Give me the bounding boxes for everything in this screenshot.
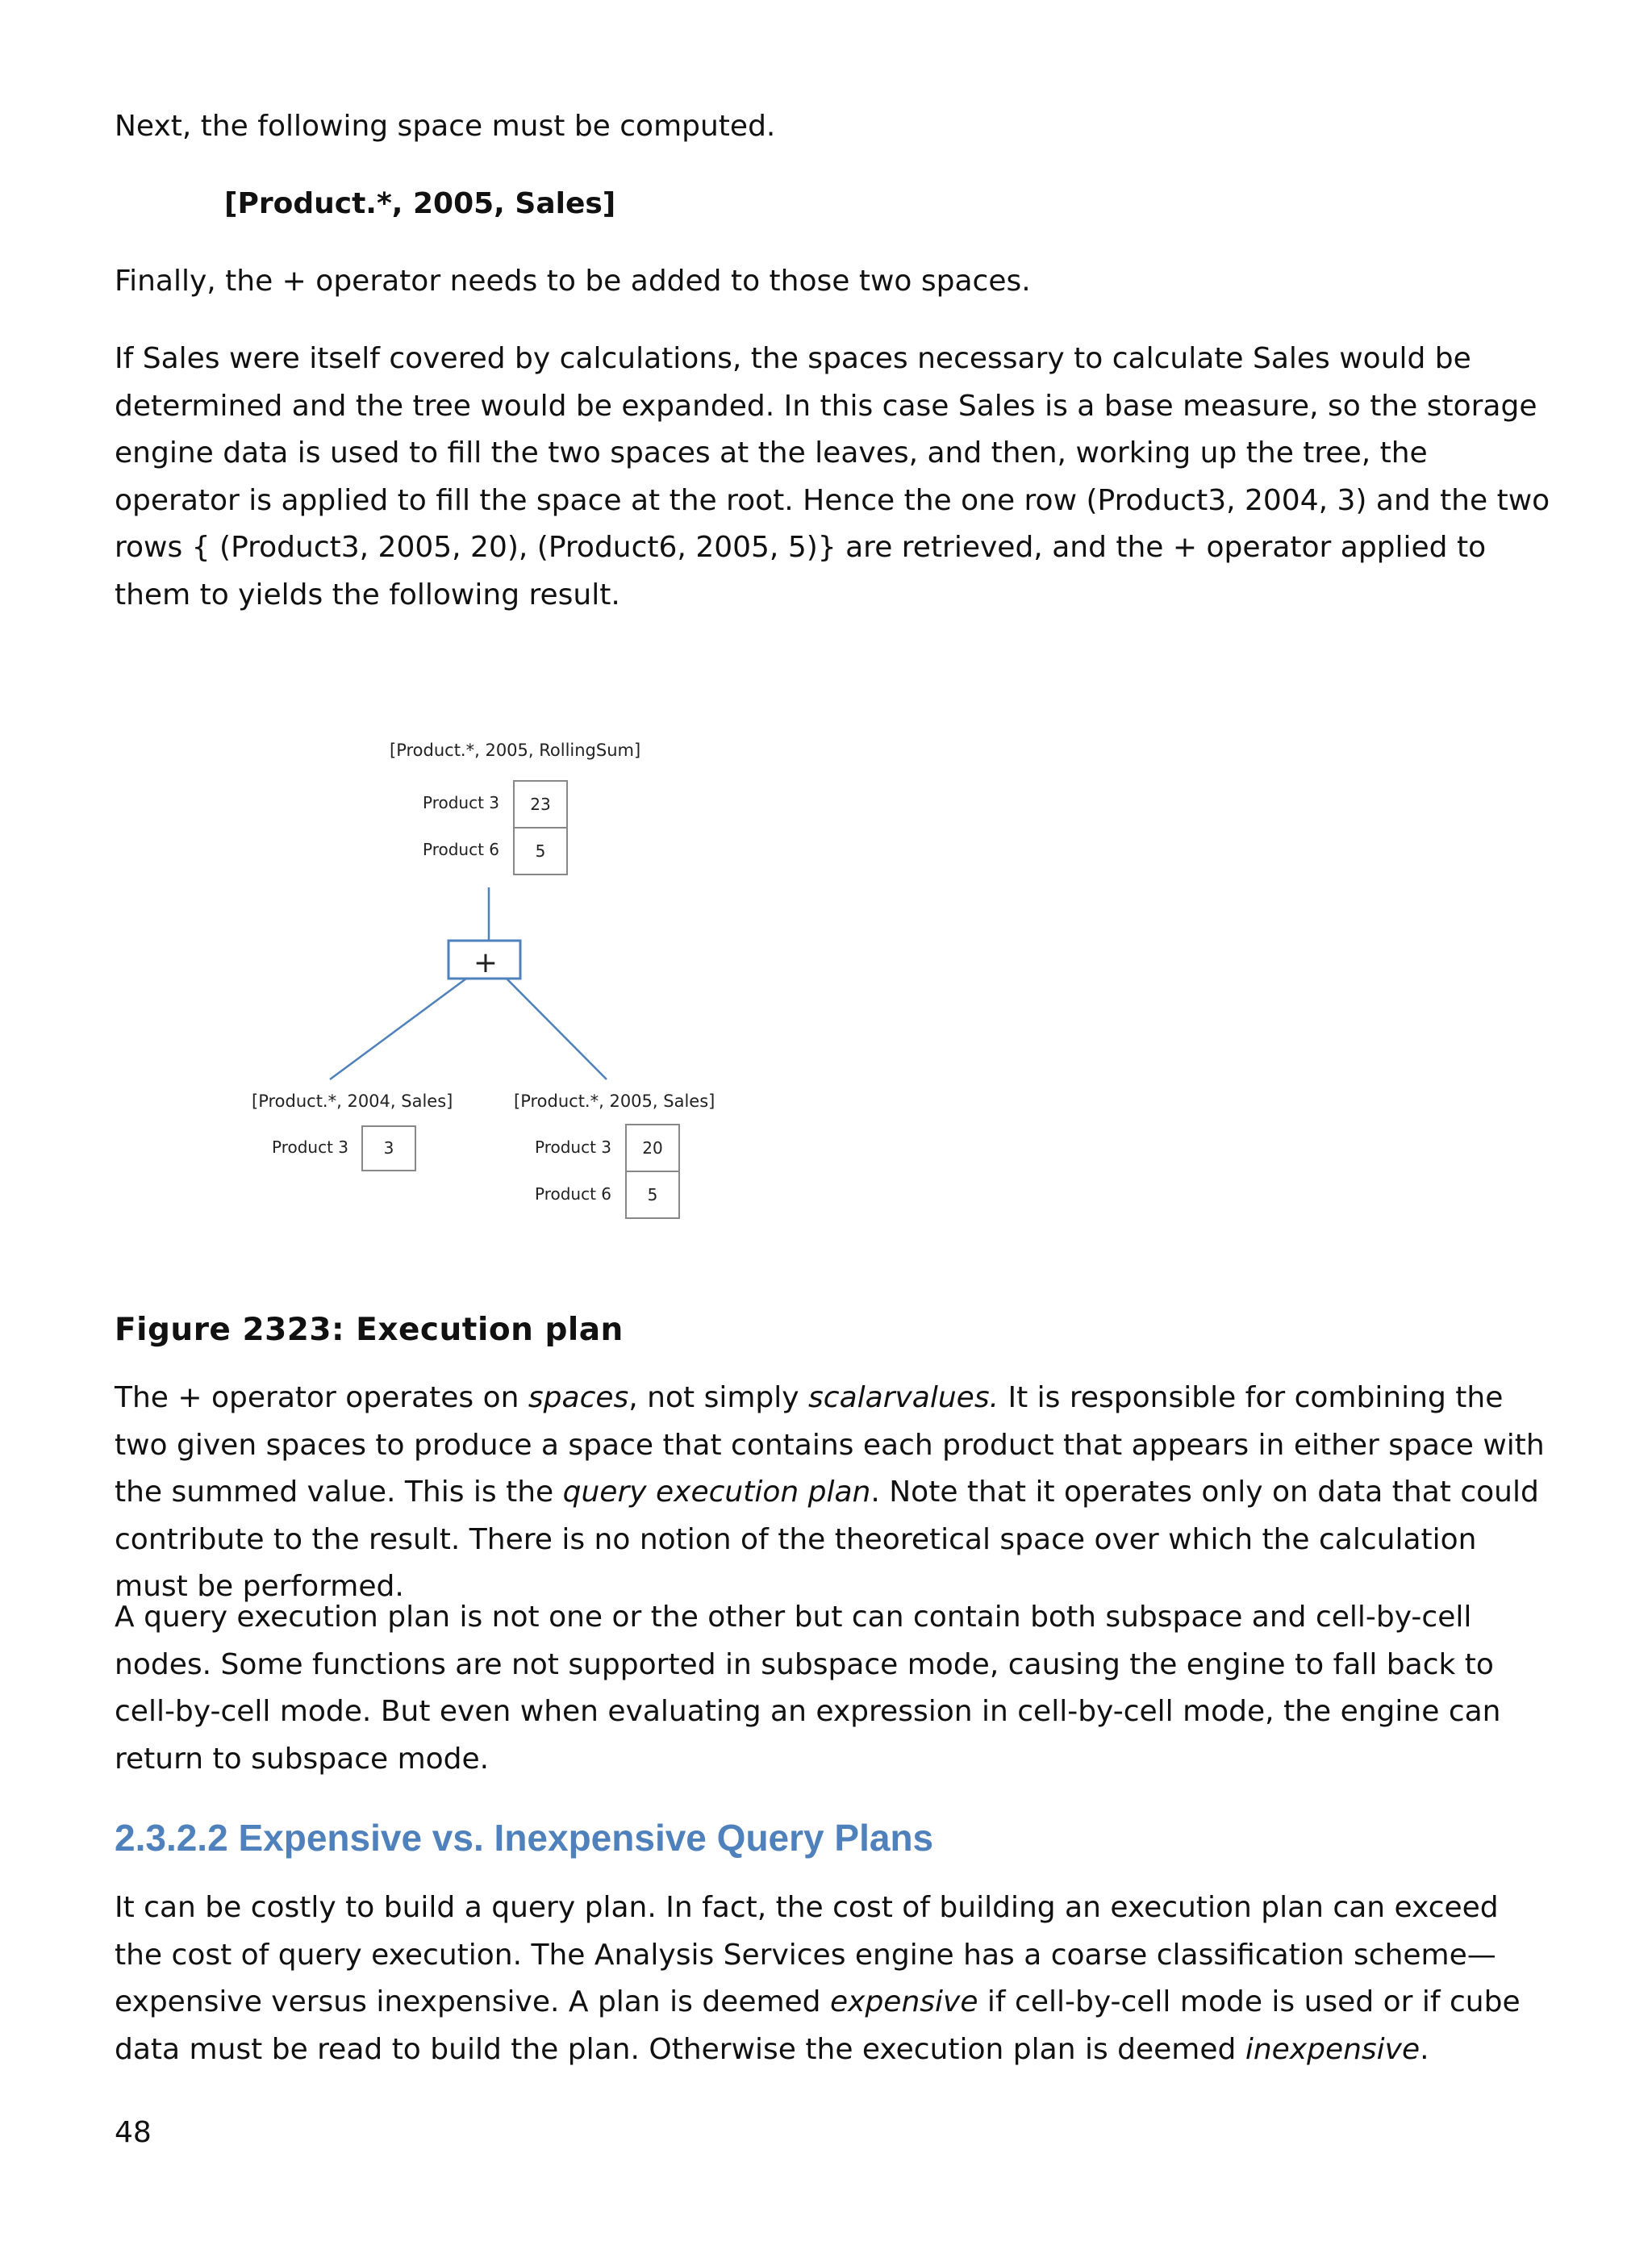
intro-line-2: Finally, the + operator needs to be added to those two spaces.: [115, 265, 1031, 298]
text-run: The + operator operates on: [115, 1381, 528, 1414]
root-cell-value: 23: [530, 795, 551, 814]
query-plan-cost-paragraph: [115, 1885, 1550, 2073]
right-space-label: [Product.*, 2005, Sales]: [514, 1092, 715, 1111]
root-space-label: [Product.*, 2005, RollingSum]: [390, 741, 641, 760]
right-cell-value: 20: [642, 1138, 663, 1158]
text-run: It is responsible for combining the two given spaces to produce a space that contains each product that appears in either space with the summed value. This is the: [115, 1381, 1545, 1509]
emphasis-run: inexpensive: [1245, 2032, 1420, 2066]
text-run: It can be costly to build a query plan. In fact, the cost of building an execution plan can exceed the cost of query execution. The Analysis Services engine has a coarse classification scheme—expensive versus inexpensive. A plan is deemed: [115, 1891, 1499, 2018]
text-run: .: [1420, 2032, 1429, 2066]
figure-caption: Figure 2323: Execution plan: [115, 1312, 624, 1348]
right-cell-value: 5: [647, 1185, 658, 1204]
emphasis-run: expensive: [829, 1985, 978, 2018]
page-number: 48: [115, 2116, 152, 2149]
left-cell-value: 3: [383, 1138, 394, 1158]
section-heading: 2.3.2.2 Expensive vs. Inexpensive Query Plans: [115, 1817, 934, 1859]
execution-plan-diagram: [0, 710, 807, 1226]
right-branch-line: [507, 979, 607, 1079]
text-run: . Note that it operates only on data that could contribute to the result. There is no notion of the theoretical space over which the calculation must be performed.: [115, 1476, 1539, 1603]
root-cell-value: 5: [535, 841, 546, 861]
text-run: if cell-by-cell mode is used or if cube data must be read to build the plan. Otherwise the execution plan is deemed: [115, 1985, 1521, 2066]
root-row-product: Product 6: [423, 840, 500, 859]
subspace-paragraph: A query execution plan is not one or the other but can contain both subspace and cell-by-cell nodes. Some functions are not supported in subspace mode, causing the engine to fall back to cell-by-cell mode. But even when evaluating an expression in cell-by-cell mode, the engine can return to subspace mode.: [115, 1601, 1501, 1776]
right-row-product: Product 3: [535, 1137, 612, 1157]
emphasis-run: spaces: [528, 1381, 629, 1414]
intro-line-1: Next, the following space must be computed.: [115, 110, 776, 143]
plus-operator-symbol: +: [473, 946, 499, 979]
right-row-product: Product 6: [535, 1184, 612, 1204]
space-formula: [Product.*, 2005, Sales]: [224, 187, 616, 220]
execution-plan-paragraph: [115, 1375, 1550, 1611]
emphasis-run: scalarvalues.: [808, 1381, 999, 1414]
text-run: , not simply: [628, 1381, 809, 1414]
left-row-product: Product 3: [272, 1137, 349, 1157]
intro-paragraph: If Sales were itself covered by calculations, the spaces necessary to calculate Sales would be determined and the tree would be expanded. In this case Sales is a base measure, so the storage engine data is used to fill the two spaces at the leaves, and then, working up the tree, the operator is applied to fill the space at the root. Hence the one row (Product3, 2004, 3) and the two rows { (Product3, 2005, 20), (Product6, 2005, 5)} are retrieved, and the + operator applied to them to yields the following result.: [115, 342, 1550, 612]
emphasis-run: query execution plan: [562, 1476, 871, 1509]
left-space-label: [Product.*, 2004, Sales]: [252, 1092, 453, 1111]
left-branch-line: [330, 979, 466, 1079]
root-row-product: Product 3: [423, 793, 500, 812]
